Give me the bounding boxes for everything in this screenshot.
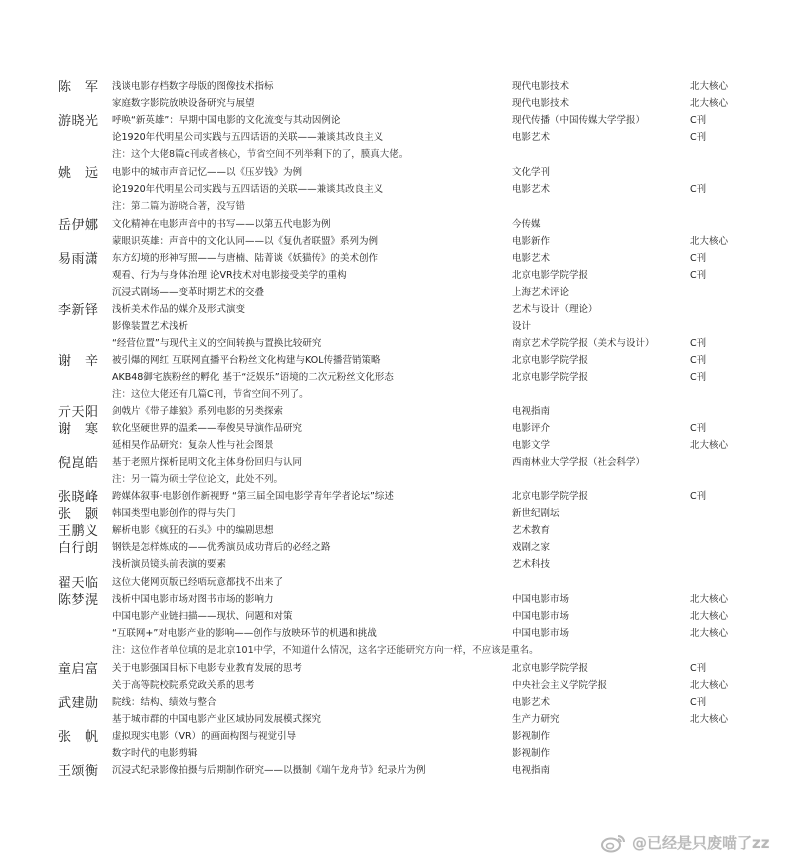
paper-level: C刊 [690,132,707,143]
paper-title: 软化坚硬世界的温柔——奉俊昊导演作品研究 [112,423,303,434]
paper-title: 解析电影《疯狂的石头》中的编剧思想 [112,525,274,536]
paper-level: C刊 [690,253,707,264]
paper-title: 东方幻境的形神写照——与唐楠、陆菁谈《妖猫传》的美术创作 [112,253,379,264]
paper-title: 观看、行为与身体治理 论VR技术对电影接受美学的重构 [112,270,347,281]
paper-title: 虚拟现实电影（VR）的画面构图与视觉引导 [112,731,297,742]
paper-row [0,539,800,555]
paper-journal: 上海艺术评论 [512,287,570,298]
paper-level: C刊 [690,697,707,708]
paper-row [0,164,800,180]
paper-title: 电影中的城市声音记忆——以《压岁钱》为例 [112,167,303,178]
paper-title: 家庭数字影院放映设备研究与展望 [112,98,255,109]
watermark-text: @已经是只废喵了zz [632,834,770,852]
paper-author: 陈 军 [58,80,99,95]
paper-title: 浅析中国电影市场对图书市场的影响力 [112,594,274,605]
paper-row [0,694,800,710]
paper-row [0,728,800,744]
paper-journal: 戏剧之家 [512,542,551,553]
paper-author: 王颂衡 [58,764,99,779]
paper-journal: 生产力研究 [512,714,560,725]
paper-row [0,250,800,266]
paper-author: 谢 寒 [58,422,99,437]
paper-author: 李新铎 [58,303,99,318]
paper-level: 北大核心 [690,680,729,691]
paper-title: 钢铁是怎样炼成的——优秀演员成功背后的必经之路 [112,542,331,553]
paper-row [0,95,800,111]
paper-row [0,660,800,676]
paper-level: C刊 [690,115,707,126]
watermark [600,832,769,853]
paper-journal: 艺术与设计（理论） [512,304,598,315]
paper-row [0,369,800,385]
paper-author: 张 帆 [58,730,99,745]
paper-level: C刊 [690,338,707,349]
paper-author: 亓天阳 [58,405,99,420]
paper-journal: 中国电影市场 [512,611,570,622]
paper-row [0,454,800,470]
paper-journal: 中国电影市场 [512,594,570,605]
paper-journal: 电影文学 [512,440,551,451]
paper-title: 注：另一篇为硕士学位论文，此处不列。 [112,474,284,485]
paper-journal: 北京电影学院学报 [512,270,589,281]
paper-author: 岳伊娜 [58,218,99,233]
paper-row [0,181,800,197]
weibo-icon [600,833,626,853]
paper-author: 张 颢 [58,507,99,522]
paper-title: 浅谈电影存档数字母版的图像技术指标 [112,81,274,92]
paper-journal: 设计 [512,321,532,332]
paper-author: 王鹏义 [58,524,99,539]
paper-author: 姚 远 [58,166,99,181]
paper-journal: 电影艺术 [512,697,551,708]
paper-title: 注：这位大佬还有几篇C刊，节省空间不列了。 [112,389,309,400]
paper-author: 翟天临 [58,576,99,591]
note-row [0,146,800,162]
paper-journal: 电视指南 [512,406,551,417]
paper-row [0,437,800,453]
paper-title: 注：这位作者单位填的是北京101中学，不知道什么情况，这名字还能研究方向一样，不应该是重名。 [112,645,539,656]
paper-author: 童启富 [58,662,99,677]
paper-level: 北大核心 [690,81,729,92]
paper-journal: 北京电影学院学报 [512,355,589,366]
paper-author: 谢 辛 [58,354,99,369]
paper-title: 延相昊作品研究：复杂人性与社会图景 [112,440,274,451]
paper-title: 数字时代的电影剪辑 [112,748,198,759]
paper-title: 论1920年代明星公司实践与五四话语的关联——兼谈其改良主义 [112,184,384,195]
paper-title: 文化精神在电影声音中的书写——以第五代电影为例 [112,219,331,230]
paper-level: C刊 [690,663,707,674]
paper-level: 北大核心 [690,628,729,639]
paper-title: “互联网+”对电影产业的影响——创作与放映环节的机遇和挑战 [112,628,377,639]
paper-journal: 中国电影市场 [512,628,570,639]
paper-title: 浅析演员镜头前表演的要素 [112,559,227,570]
note-row [0,471,800,487]
paper-title: 基于城市群的中国电影产业区域协同发展模式探究 [112,714,322,725]
paper-level: C刊 [690,184,707,195]
paper-journal: 电影艺术 [512,184,551,195]
paper-title: 关于高等院校院系党政关系的思考 [112,680,255,691]
paper-row [0,403,800,419]
paper-title: 跨媒体叙事·电影创作新视野 “第三届全国电影学青年学者论坛”综述 [112,491,394,502]
paper-row [0,677,800,693]
note-row [0,386,800,402]
paper-row [0,505,800,521]
paper-author: 游晓光 [58,114,99,129]
paper-author: 武建勋 [58,696,99,711]
note-row [0,642,800,658]
paper-row [0,762,800,778]
paper-level: C刊 [690,423,707,434]
paper-row [0,591,800,607]
paper-journal: 电影新作 [512,236,551,247]
paper-level: 北大核心 [690,98,729,109]
paper-journal: 现代电影技术 [512,98,570,109]
paper-row [0,318,800,334]
paper-journal: 西南林业大学学报（社会科学） [512,457,646,468]
paper-row [0,745,800,761]
paper-author: 张晓峰 [58,490,99,505]
paper-row [0,267,800,283]
paper-level: 北大核心 [690,611,729,622]
paper-title: 注：第二篇为游晓合著，没写错 [112,201,246,212]
paper-journal: 新世纪剧坛 [512,508,560,519]
paper-title: 呼唤“新英雄”：早期中国电影的文化流变与其动因例论 [112,115,341,126]
paper-title: “经营位置”与现代主义的空间转换与置换比较研究 [112,338,322,349]
paper-row [0,78,800,94]
paper-journal: 南京艺术学院学报（美术与设计） [512,338,655,349]
paper-title: 院线：结构、绩效与整合 [112,697,217,708]
paper-level: C刊 [690,355,707,366]
paper-author: 倪崑皓 [58,456,99,471]
paper-title: 论1920年代明星公司实践与五四话语的关联——兼谈其改良主义 [112,132,384,143]
paper-row [0,556,800,572]
paper-row [0,711,800,727]
paper-title: 剑戟片《带子雄狼》系列电影的另类探索 [112,406,284,417]
paper-journal: 电影评介 [512,423,551,434]
paper-title: 浅析美术作品的媒介及形式演变 [112,304,246,315]
paper-row [0,112,800,128]
paper-journal: 电视指南 [512,765,551,776]
paper-journal: 今传媒 [512,219,541,230]
paper-level: 北大核心 [690,236,729,247]
paper-author: 陈梦滉 [58,593,99,608]
paper-row [0,352,800,368]
paper-title: 沉浸式剧场——变革时期艺术的交叠 [112,287,265,298]
paper-journal: 文化学刊 [512,167,551,178]
paper-row [0,420,800,436]
paper-journal: 影视制作 [512,748,551,759]
paper-title: 基于老照片探析昆明文化主体身份回归与认同 [112,457,303,468]
paper-row [0,301,800,317]
paper-title: 被引爆的网红 互联网直播平台粉丝文化构建与KOL传播营销策略 [112,355,381,366]
paper-row [0,233,800,249]
paper-row [0,129,800,145]
paper-row [0,284,800,300]
paper-level: 北大核心 [690,440,729,451]
paper-row [0,625,800,641]
paper-row [0,216,800,232]
paper-title: 蒙眼识英雄：声音中的文化认同——以《复仇者联盟》系列为例 [112,236,379,247]
paper-author: 白行朗 [58,541,99,556]
paper-level: C刊 [690,372,707,383]
paper-level: 北大核心 [690,594,729,605]
paper-journal: 影视制作 [512,731,551,742]
paper-title: 这位大佬网页版已经唔玩意都找不出来了 [112,577,284,588]
paper-title: 关于电影强国目标下电影专业教育发展的思考 [112,663,303,674]
paper-title: 沉浸式纪录影像拍摄与后期制作研究——以摄制《端午龙舟节》纪录片为例 [112,765,426,776]
paper-level: 北大核心 [690,714,729,725]
paper-journal: 艺术科技 [512,559,551,570]
paper-row [0,335,800,351]
paper-level: C刊 [690,491,707,502]
paper-title: 注：这个大佬8篇c刊或者核心，节省空间不列举剩下的了，膜真大佬。 [112,149,409,160]
paper-title: 影像装置艺术浅析 [112,321,189,332]
paper-journal: 北京电影学院学报 [512,491,589,502]
paper-journal: 北京电影学院学报 [512,372,589,383]
note-row [0,198,800,214]
paper-journal: 电影艺术 [512,253,551,264]
paper-journal: 现代电影技术 [512,81,570,92]
paper-row [0,574,800,590]
paper-title: AKB48御宅族粉丝的孵化 基于“泛娱乐”语境的二次元粉丝文化形态 [112,372,394,383]
paper-row [0,488,800,504]
paper-title: 中国电影产业链扫描——现状、问题和对策 [112,611,293,622]
paper-journal: 北京电影学院学报 [512,663,589,674]
paper-author: 易雨潇 [58,252,99,267]
paper-row [0,522,800,538]
paper-journal: 艺术教育 [512,525,551,536]
paper-title: 韩国类型电影创作的得与失门 [112,508,236,519]
paper-row [0,608,800,624]
paper-journal: 现代传播（中国传媒大学学报） [512,115,646,126]
paper-level: C刊 [690,270,707,281]
paper-journal: 电影艺术 [512,132,551,143]
paper-journal: 中央社会主义学院学报 [512,680,608,691]
